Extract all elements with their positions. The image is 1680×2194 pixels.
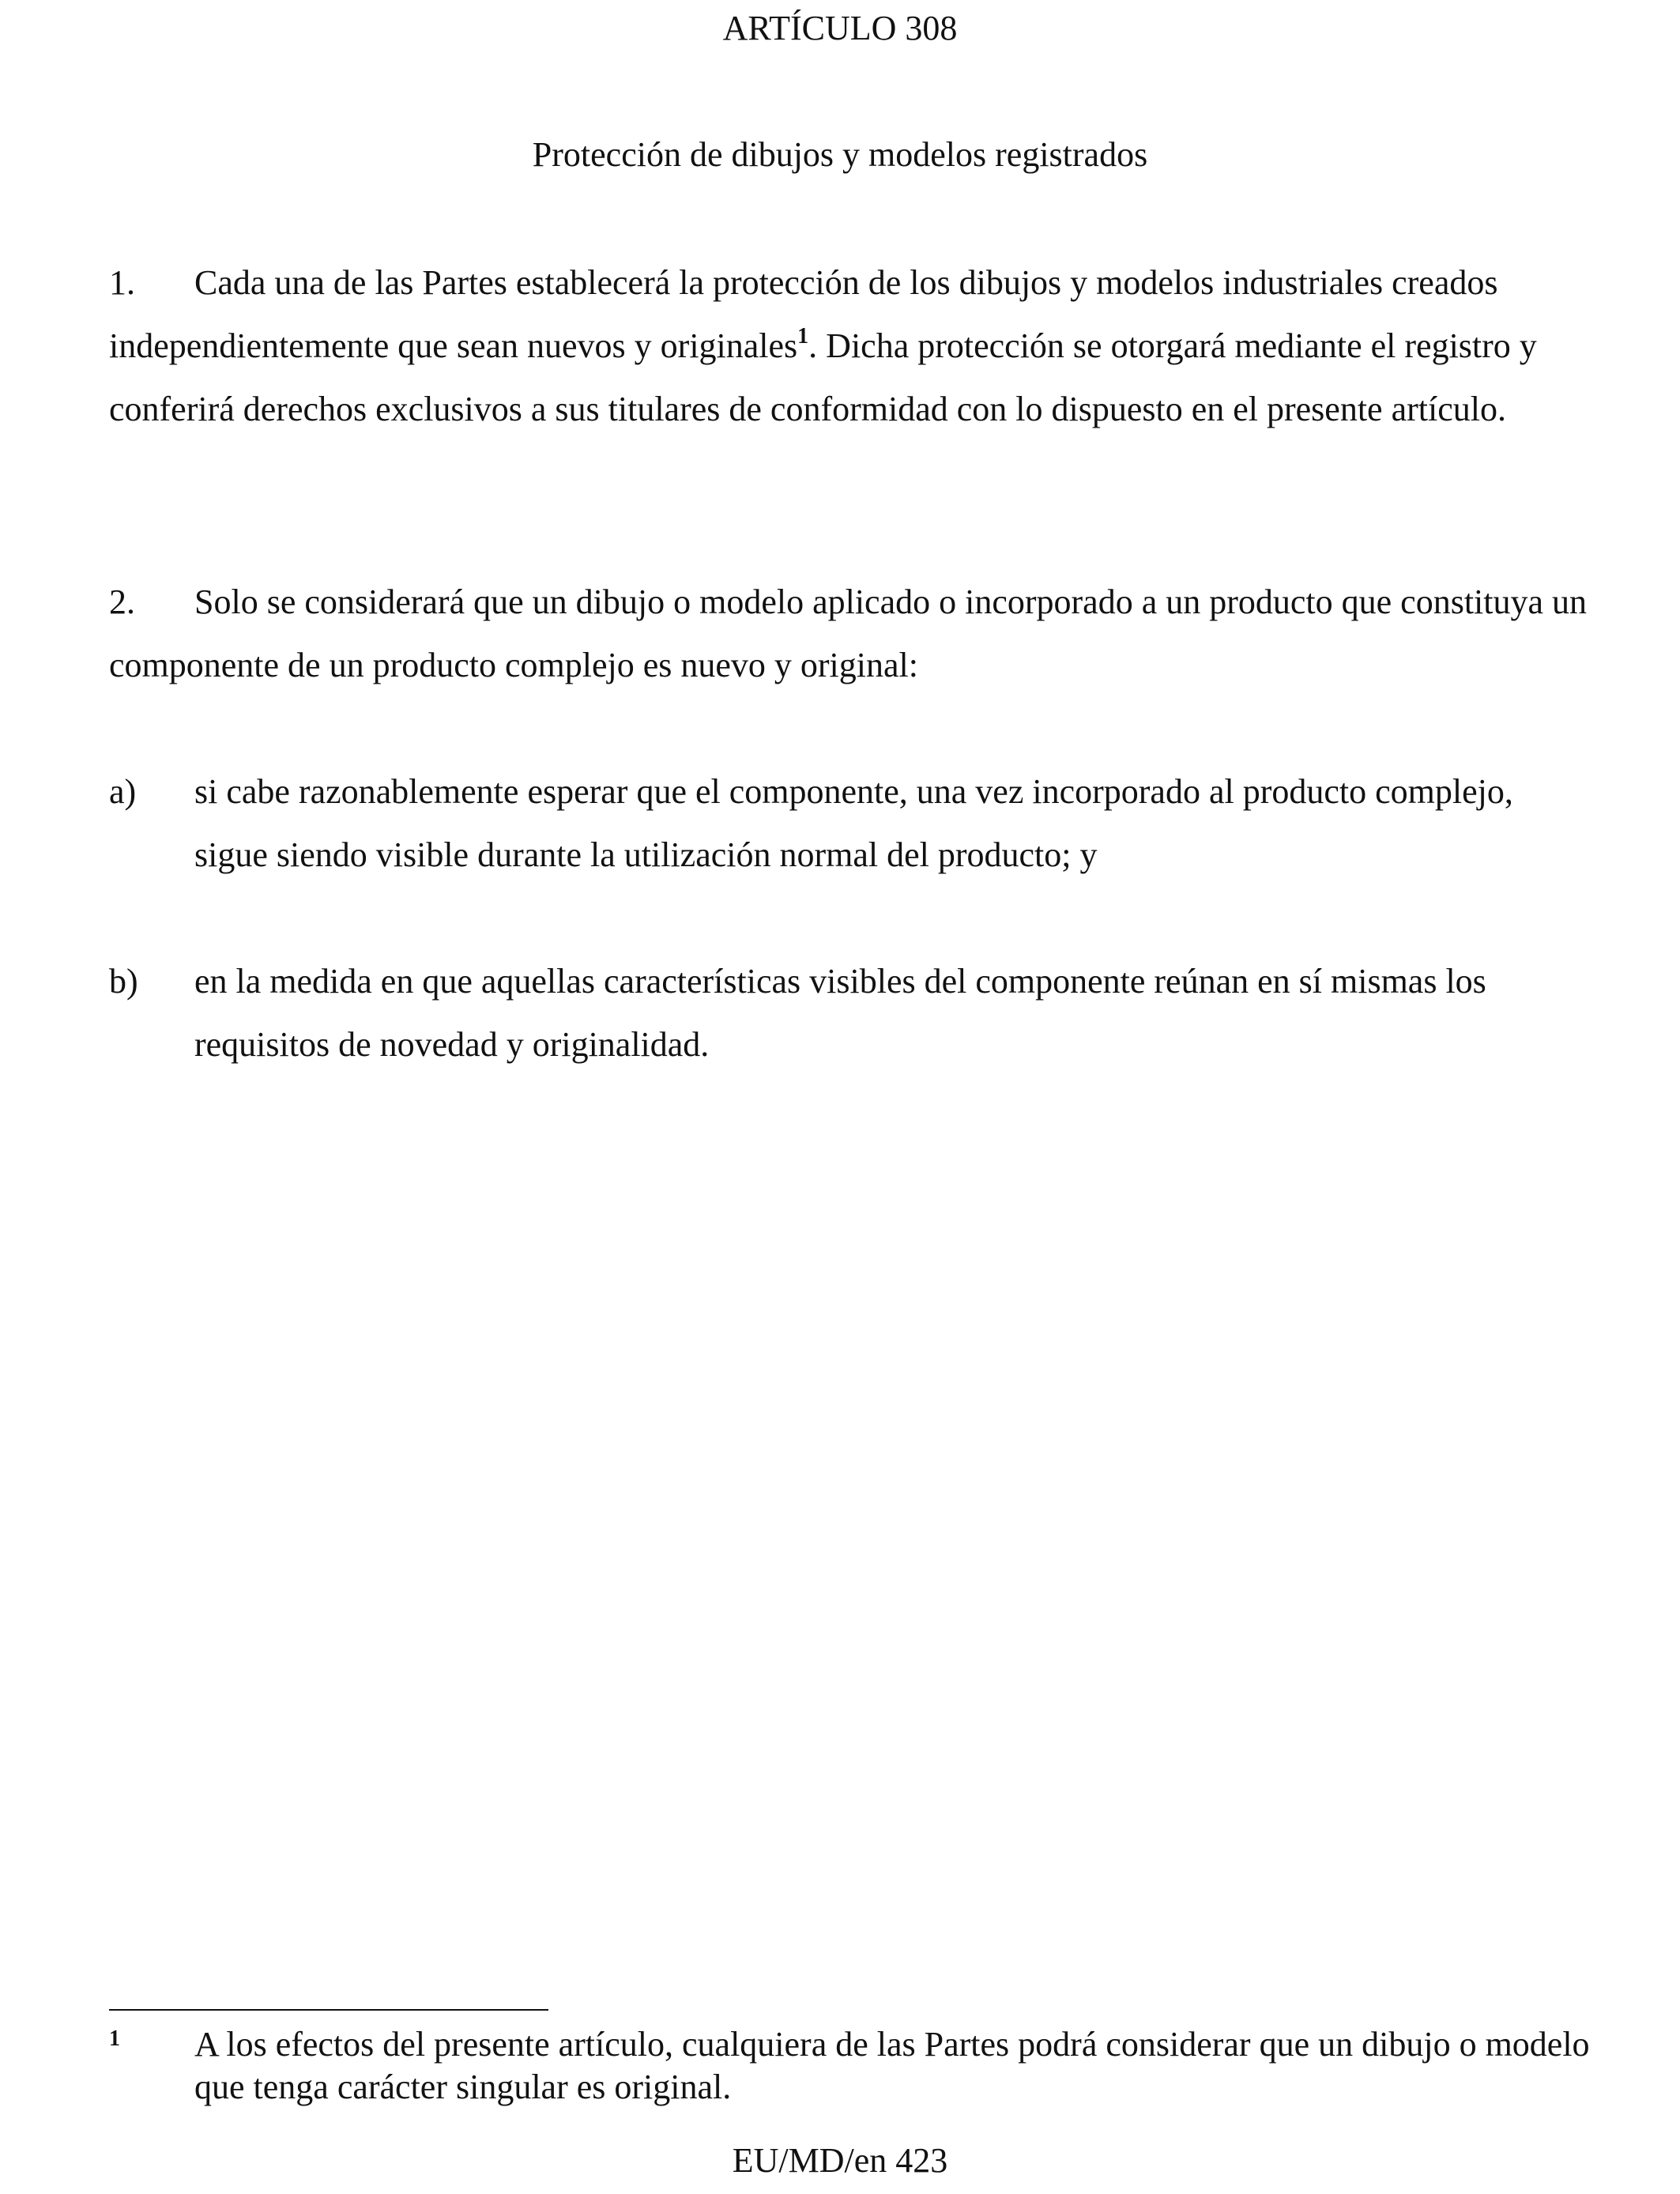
- list-item-text: si cabe razonablemente esperar que el componente, una vez incorporado al producto complejo, sigue siendo visible durante la utilización normal del producto; y: [194, 772, 1513, 874]
- footnote-divider: [109, 2009, 548, 2011]
- paragraph-text-continued: . Dicha protección se otorgará mediante el registro y conferirá derechos exclusivos a sus titulares de conformidad con lo dispuesto en el presente artículo.: [109, 326, 1537, 428]
- article-heading: Protección de dibujos y modelos registrados: [532, 135, 1148, 174]
- footnote-text: A los efectos del presente artículo, cualquiera de las Partes podrá considerar que un dibujo o modelo que tenga carácter singular es original.: [194, 2025, 1590, 2106]
- paragraph-number: 2.: [109, 582, 135, 621]
- footnote-mark: 1: [109, 2026, 120, 2051]
- footnote-reference[interactable]: 1: [797, 324, 809, 349]
- paragraph-2: [109, 571, 1595, 697]
- list-item-label: a): [109, 772, 137, 811]
- list-item-label: b): [109, 962, 138, 1001]
- list-item-text: en la medida en que aquellas características visibles del componente reúnan en sí mismas los requisitos de novedad y originalidad.: [194, 962, 1486, 1064]
- paragraph-1: [109, 251, 1595, 441]
- article-title: ARTÍCULO 308: [722, 9, 958, 47]
- page-reference: EU/MD/en 423: [732, 2141, 948, 2180]
- list-item-a: [109, 760, 1595, 887]
- footnote: [109, 2023, 1595, 2109]
- paragraph-text: Solo se considerará que un dibujo o modelo aplicado o incorporado a un producto que constituya un componente de un producto complejo es nuevo y original:: [109, 582, 1588, 684]
- list-item-b: [109, 950, 1595, 1076]
- paragraph-text: Cada una de las Partes establecerá la protección de los dibujos y modelos industriales creados independientemente que sean nuevos y originales: [109, 263, 1498, 365]
- paragraph-number: 1.: [109, 263, 135, 302]
